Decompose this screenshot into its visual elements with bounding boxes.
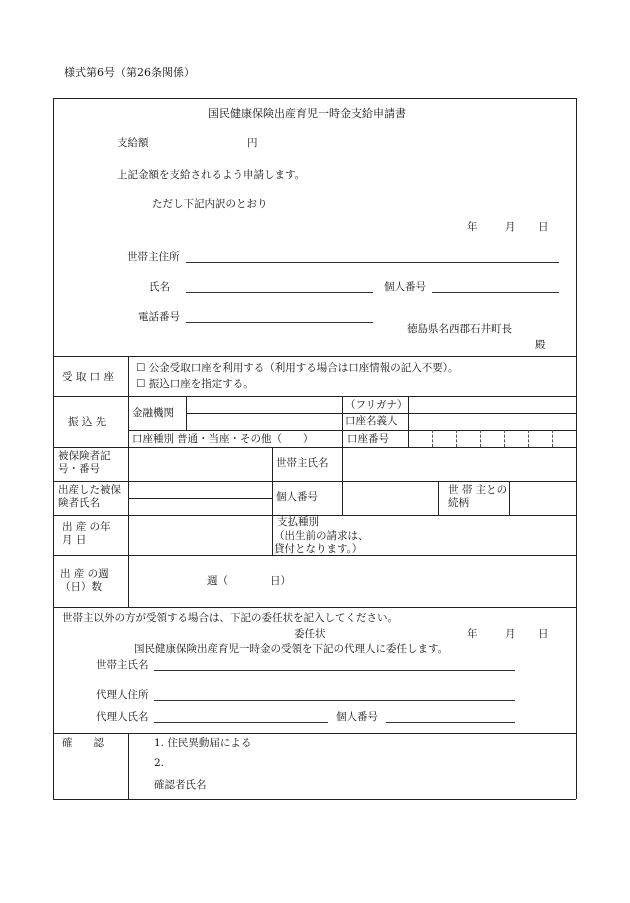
amount-label: 支給額 [117,137,149,149]
form-title: 国民健康保険出産育児一時金支給申請書 [208,107,406,120]
name-line[interactable] [186,292,373,293]
agent-my-number-line[interactable] [386,722,515,723]
row-border [53,607,576,608]
agent-my-number-label: 個人番号 [336,711,378,723]
my-number-label-2: 個人番号 [276,491,318,503]
digit-separator [552,430,553,447]
confirmation-item-1: 1. 住民異動届による [154,737,252,749]
agent-address-line[interactable] [154,700,515,701]
account-type-label: 口座種別 [132,433,174,445]
digit-separator [504,430,505,447]
payment-type-label: 支払種別 [277,516,319,528]
head-address-label: 世帯主住所 [127,251,180,263]
transfer-account-option[interactable]: ☐ 振込口座を指定する。 [136,378,254,390]
name-label: 氏名 [149,281,170,293]
row-border [53,356,576,357]
furigana-label: （フリガナ） [345,399,408,411]
account-type-options[interactable]: 普通・当座・その他（ ） [177,433,314,445]
delegation-month: 月 [505,628,516,640]
date-month: 月 [505,221,516,233]
agent-name-label: 代理人氏名 [96,711,149,723]
confirmation-item-2: 2. [154,757,165,769]
relationship-label: 世 帯 主との続柄 [448,484,508,510]
insured-number-label: 被保険者記号・番号 [58,450,111,476]
my-number-line[interactable] [432,292,559,293]
public-account-option[interactable]: ☐ 公金受取口座を利用する（利用する場合は口座情報の記入不要）。 [136,362,459,374]
agent-name-line[interactable] [154,722,328,723]
household-head-name-label: 世帯主氏名 [276,457,329,469]
cell-border [438,481,439,515]
form-border-right [576,98,577,799]
digit-separator [528,430,529,447]
receiving-account-label: 受 取 口 座 [62,371,115,383]
form-border-bottom [53,799,576,800]
phone-label: 電話番号 [138,311,180,323]
agent-address-label: 代理人住所 [96,689,149,701]
birthed-insured-name-label: 出産した被保険者氏名 [58,484,121,510]
confirmation-label: 確 認 [62,737,104,749]
confirmer-name-label: 確認者氏名 [154,779,207,791]
delegation-text: 国民健康保険出産育児一時金の受領を下記の代理人に委任します。 [134,643,449,655]
amount-unit: 円 [247,137,258,149]
transfer-label: 振 込 先 [68,416,107,428]
request-text: 上記金額を支給されるよう申請します。 [117,169,306,181]
bank-label: 金融機関 [132,407,174,419]
birth-weeks-label: 出 産 の週（日）数 [60,568,109,594]
account-number-label: 口座番号 [347,433,389,445]
cell-border [342,396,343,447]
head-address-line[interactable] [186,262,559,263]
digit-separator [480,430,481,447]
delegation-year: 年 [467,628,478,640]
cell-border [509,481,510,515]
birth-date-label: 出 産 の年 月 日 [62,521,111,547]
delegation-head-name-label: 世帯主氏名 [96,659,149,671]
form-number: 様式第6号（第26条関係） [64,66,195,79]
row-border [53,555,576,556]
weeks-value[interactable]: 週（ 日） [207,575,291,587]
label-column-divider [128,733,129,799]
form-border-left [53,98,54,799]
phone-line[interactable] [186,322,373,323]
row-border [53,396,576,397]
delegation-day: 日 [538,628,549,640]
digit-separator [456,430,457,447]
mayor-name: 徳島県名西郡石井町長 [407,323,512,335]
cell-border [186,413,342,414]
digit-separator [432,430,433,447]
row-border [53,733,576,734]
cell-border [342,413,576,414]
row-border [53,481,576,482]
payment-type-note: （出生前の請求は、 貸付となります。） [274,530,374,556]
breakdown-text: ただし下記内訳のとおり [152,198,268,210]
honorific: 殿 [535,339,546,351]
cell-border [128,498,272,499]
cell-border [408,396,409,447]
delegation-head-name-line[interactable] [154,670,515,671]
cell-border [128,430,576,431]
my-number-label: 個人番号 [384,281,426,293]
form-border-top [53,98,576,99]
cell-border [272,447,273,555]
date-year: 年 [467,221,478,233]
date-day: 日 [538,221,549,233]
delegation-intro: 世帯主以外の方が受領する場合は、下記の委任状を記入してください。 [62,612,398,624]
account-holder-label: 口座名義人 [345,415,398,427]
row-border [53,447,576,448]
delegation-title: 委任状 [294,628,326,640]
